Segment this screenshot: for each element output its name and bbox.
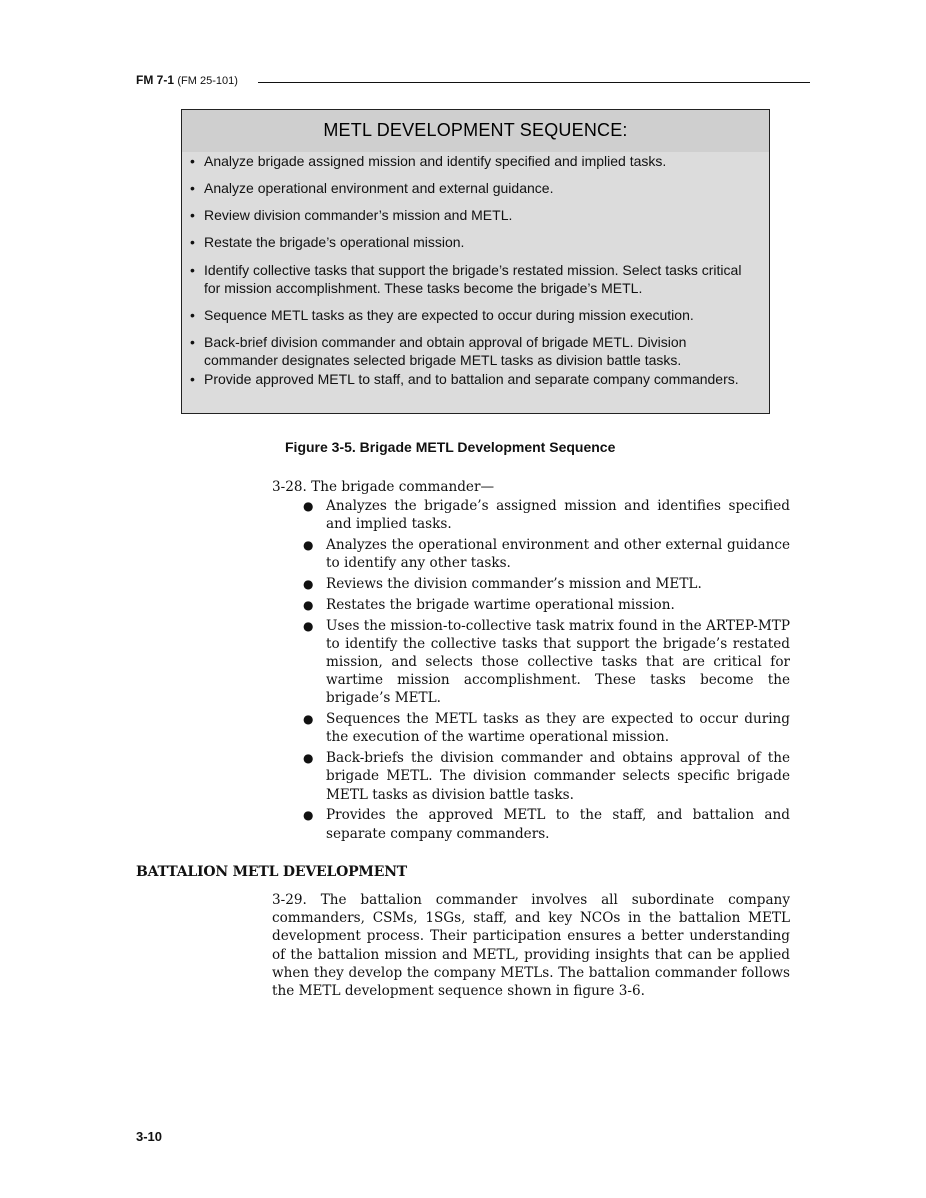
- paragraph-3-29: 3-29. The battalion commander involves all subordinate company commanders, CSMs, 1SGs, staff, and key NCOs in the battalion METL development process. Their participation ensures a better understanding of the battalion mission and METL, providing insights that can be applied when they develop the company METLs. The battalion commander follows the METL development sequence shown in figure 3-6.: [272, 892, 790, 1000]
- bullet-icon: •: [190, 234, 195, 250]
- bullet-icon: ●: [303, 597, 314, 612]
- figure-caption: Figure 3-5. Brigade METL Development Sequence: [285, 439, 616, 455]
- list-item: ● Reviews the division commander’s mission and METL.: [303, 576, 702, 592]
- box-item: • Back-brief division commander and obtain approval of brigade METL. Division commander designates selected brigade METL tasks as division battle tasks.: [190, 334, 687, 368]
- list-item: ● Sequences the METL tasks as they are expected to occur during the execution of the wartime operational mission.: [303, 711, 790, 746]
- bullet-icon: ●: [303, 751, 314, 766]
- page-number: 3-10: [136, 1129, 163, 1144]
- bullet-icon: ●: [303, 577, 314, 591]
- box-item: • Restate the brigade’s operational mission.: [190, 234, 465, 250]
- bullet-icon: •: [190, 371, 195, 387]
- list-item: ● Analyzes the brigade’s assigned mission and identifies specified and implied tasks.: [303, 498, 790, 533]
- bullet-icon: •: [190, 153, 195, 169]
- bullet-icon: ●: [303, 712, 314, 727]
- commander-task-list: [301, 497, 790, 845]
- bullet-icon: •: [190, 307, 195, 323]
- box-item: • Analyze operational environment and external guidance.: [190, 180, 554, 196]
- box-item: • Provide approved METL to staff, and to battalion and separate company commanders.: [190, 371, 739, 387]
- box-title: METL DEVELOPMENT SEQUENCE:: [182, 110, 769, 152]
- bullet-icon: ●: [303, 538, 314, 552]
- running-header: [136, 73, 810, 91]
- bullet-icon: ●: [303, 499, 314, 513]
- bullet-icon: •: [190, 262, 195, 278]
- list-item: ● Uses the mission-to-collective task matrix found in the ARTEP-MTP to identify the collective tasks that support the brigade’s restated mission, and selects those collective tasks that are critical for wartime mission accomplishment. These tasks become the brigade’s METL.: [303, 617, 790, 707]
- list-item: ● Back-briefs the division commander and obtains approval of the brigade METL. The division commander selects specific brigade METL tasks as division battle tasks.: [303, 750, 790, 803]
- list-item: ● Restates the brigade wartime operational mission.: [303, 596, 675, 613]
- box-item: • Review division commander’s mission and METL.: [190, 207, 513, 223]
- manual-ref: (FM 25-101): [177, 75, 238, 87]
- manual-code: FM 7-1: [136, 73, 175, 87]
- bullet-icon: •: [190, 207, 195, 223]
- box-item: • Analyze brigade assigned mission and identify specified and implied tasks.: [190, 153, 667, 169]
- section-heading: BATTALION METL DEVELOPMENT: [136, 864, 408, 880]
- list-item: ● Analyzes the operational environment and other external guidance to identify any other tasks.: [303, 537, 790, 572]
- bullet-icon: •: [190, 180, 195, 196]
- bullet-icon: ●: [303, 808, 314, 823]
- box-item: • Identify collective tasks that support the brigade’s restated mission. Select tasks critical for mission accomplishment. These tasks become the brigade’s METL.: [190, 262, 742, 296]
- box-item: • Sequence METL tasks as they are expected to occur during mission execution.: [190, 307, 694, 323]
- metl-sequence-box: [181, 109, 770, 414]
- paragraph-3-28-intro: 3-28. The brigade commander—: [272, 479, 495, 495]
- header-rule: [258, 82, 810, 83]
- bullet-icon: •: [190, 334, 195, 350]
- bullet-icon: ●: [303, 618, 314, 633]
- list-item: ● Provides the approved METL to the staff, and battalion and separate company commanders.: [303, 807, 790, 842]
